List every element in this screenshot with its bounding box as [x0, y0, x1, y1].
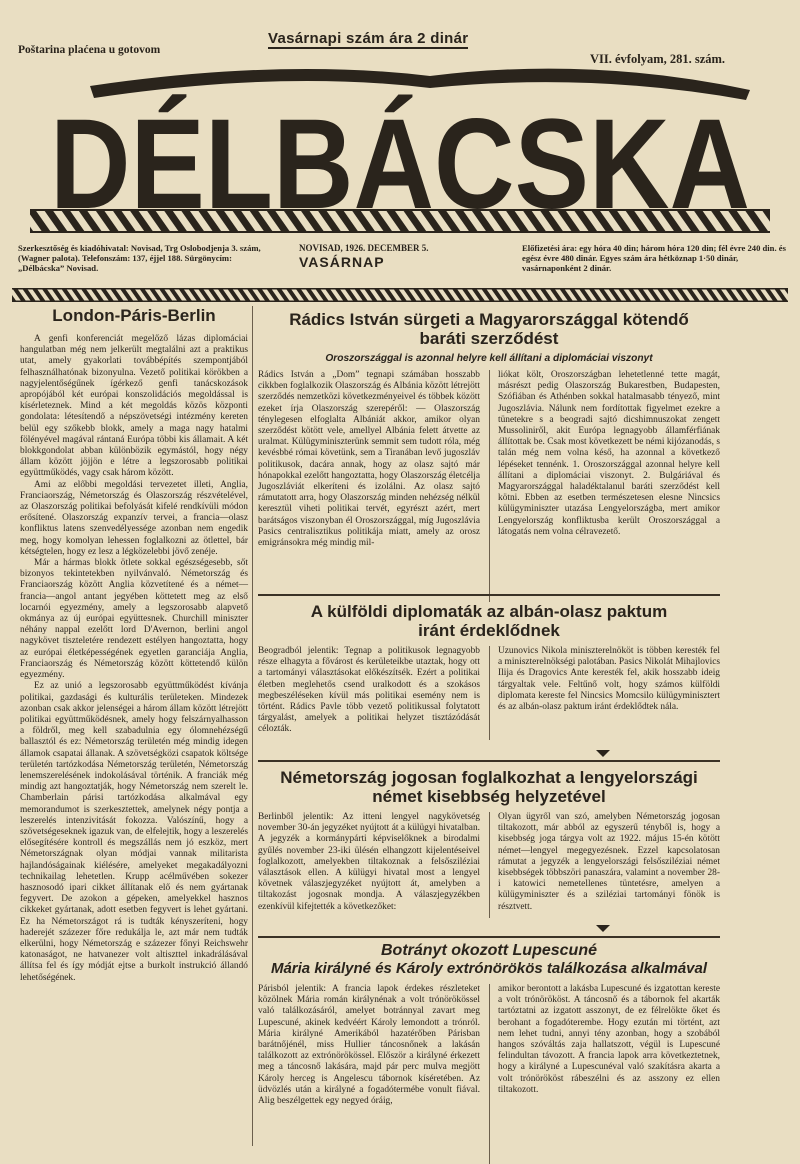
article-germany	[258, 768, 720, 918]
column-divider	[489, 984, 490, 1164]
section-rule	[258, 594, 720, 596]
section-end-arrow-icon	[596, 925, 610, 932]
article-lupescu-subtitle: Mária királyné és Károly extrónörökös találkozása alkalmával	[270, 960, 708, 977]
left-article-title: London-Páris-Berlin	[52, 306, 216, 325]
article-lupescu-col2: amikor berontott a lakásba Lupescuné és izgatottan kereste a volt trónörököst. A táncosnő és a tábornok fel akarták tartóztatni az izgatott asszonyt, de ez félrelökte őket és berohant a fogadóterembe. Hogy ezután mi történt, azt nem lehet tudni, annyi tény azonban, hogy a szobából hangos szóváltás zaja hallatszott, végül is Lupescuné felindultan távozott. A francia lapok arra következtetnek, hogy a királyné a Lupescunéval való szakításra akarta a volt trónörököst rábeszélni és az asszony ez ellen tiltakozott.	[498, 984, 720, 1095]
article-diplomats-col2: Uzunovics Nikola miniszterelnököt is többen keresték fel a miniszterelnökségi palotában. Pasics Nikolát Mihajlovics Ilija és Dragovics Ante keresték fel, akik hosszabb ideig tárgyaltak vele. Feltűnő volt, hogy számos külföldi diplomata kereste fel Nincsics Momcsilo külügyminisztert és az albán-olasz paktum iránt érdeklődtek nála.	[498, 646, 720, 713]
article-lupescu-title: Botrányt okozott Lupescuné	[380, 942, 597, 959]
article-diplomats-title: A külföldi diplomaták az albán-olasz paktum iránt érdeklődnek	[310, 602, 668, 640]
left-article-paragraph: Ami az előbbi megoldási tervezetet illeti, Anglia, Franciaország, Németország és Olaszország részvételével, az Olaszország politikai befolyását kifelé rendkívüli módon erősítené. Olaszország expanzív tervei, a francia—olasz konfliktus latens szenvedélyessége azonban nem engedik meg, hogy komolyan lehessen foglalkozni az ötlettel, bár kétségtelen, hogy ez lesz a légközelebbi jövő zenéje.	[20, 479, 248, 557]
left-article-paragraph: A genfi konferenciát megelőző lázas diplomáciai hangulatban még nem jelkerült megtalálni azt a praktikus utat, amely gyakorlati továbbépítés szempontjából felhasználhatónak bizonyulna. Vezető politikai körökben a nagyjelentőségűnek ígérkező genfi tanácskozások apropójából két európai konszolidációs megoldással is kísérleteznek. Mind a két megoldás közös központi gondolata: létesítendő a népszövetségi intézmény kereten belül egy szőkebb blokk, amely a maga nagy hatalmi fölényével magával rántaná Európa többi kis államait. A két blokkgondolat abban különbözik egymástól, hogy négy állam között jöjjön e létre a legszorosabb politikai együttműködés, vagy csak három között.	[20, 334, 248, 479]
office-info: Szerkesztőség és kiadóhivatal: Novisad, Trg Oslobodjenja 3. szám, (Wagner palota). Telefonszám: 137, éjjel 188. Sürgönycím: „Délbácska” Novisad.	[18, 243, 261, 273]
article-radics-col2: liókat költ, Oroszországban lehetetlenné tette magát, másrészt pedig Olaszország Bukarestben, Budapesten, Szófiában és Athénben sokkal hatalmasabb tényező, mint Jugoszlávia. Nálunk nem fordítottak figyelmet ezekre a tünetekre s a beogradi sajtó dicshimnuszokat zengett Mussoliniről, akit Európa legnagyobb államférfiának állítottak be. Csak most következett be némi kijózanodás, s talán még nem volna késő, ha azonnal a következő lépéseket tennénk. 1. Oroszországgal azonnal helyre kell állítani a diplomáciai viszonyt. 2. Bulgáriával és Magyarországgal haladéktalanul baráti szerződést kell kötni. Ebben az esetben természetesen elesne Nincsics külügyminiszter utazása Lengyelországba, mert amikor Lengyelország konfliktusba került Oroszországgal a látogatás nem volna célravezető.	[498, 370, 720, 537]
issue-date: NOVISAD, 1926. DECEMBER 5.	[299, 243, 429, 253]
postal-note: Poštarina plaćena u gotovom	[18, 44, 161, 56]
masthead-text: DÉLBÁCSKA	[50, 93, 750, 236]
left-article-paragraph: Már a hármas blokk ötlete sokkal egészségesebb, sőt bizonyos tekintetekben nyilvánvaló. Németország és Franciaország között Anglia közvetítené és a német—francia—angol antant jegyében köttetett meg az első locarnói egyezmény, amely a legszorosabb alapvető okmánya az új európai együttesnek. Churchill miniszter néhány nappal ezelőtt lord D'Avernon, berlini angol nagykövet tiszteletére rendezett estélyen hangoztatta, hogy az európai életképességének egyetlen garanciája Anglia, Franciaország és Németország között köttetendő külön egyezmény.	[20, 558, 248, 681]
edition-number: VII. évfolyam, 281. szám.	[590, 52, 726, 66]
article-radics-col1: Rádics István a „Dom” tegnapi számában hosszabb cikkben foglalkozik Olaszország és Albánia között létrejött szerződés nemzetközi következményeivel és többek között ezeket írja Olaszország szerepéről: — Olaszország ténylegesen elfoglalta Albániát akkor, amikor olyan szerződést kötött vele, amellyel Albánia felett átvette az uralmat. Külügyminiszterünk semmit sem tudott róla, még kevésbbé római követünk, sem a Tiranában levő jugoszláv politikusok, dacára annak, hogy az olasz sajtó már hónapokkal ezelőtt hangoztatta, hogy Olaszország életcélja Jugoszláviát elkeríteni és izolálni. Az olasz sajtó rámutatott arra, hogy Olaszország minden nehézség nélkül keresztül viheti politikai tervét, egyrészt azért, mert barátságos viszonyban él Oroszországgal, míg Jugoszlávia Pasics centralisztikus politikája miatt, amely az orosz emigránsokra még mindig mil-	[258, 370, 480, 549]
article-radics	[258, 310, 720, 602]
issue-day: VASÁRNAP	[299, 254, 385, 270]
column-divider	[489, 646, 490, 740]
article-germany-col1: Berlinből jelentik: Az itteni lengyel nagykövetség november 30-án jegyzéket nyújtott át a külügyi hivatalban. A jegyzék a kormánypárti képviselőknek a birodalmi gyűlés november 23-iki ülésén elhangzott kijelentéseivel foglalkozott, amelyekben tiltakoznak a felsősziléziai választások ellen. A külügyi hivatal most a lengyel követnek válaszjegyzéket nyújtott át, amelyben a tiltakozást jogosnak mondja. A válaszjegyzékben ezenkívül kifejtették a következőket:	[258, 812, 480, 912]
article-diplomats	[258, 602, 720, 740]
article-germany-title: Németország jogosan foglalkozhat a lengyelországi német kisebbség helyzetével	[280, 768, 698, 806]
section-rule	[258, 936, 720, 938]
subscription-info: Előfizetési ára: egy hóra 40 din; három hóra 120 din; fél évre 240 din. és egész évre 480 dinár. Egyes szám ára hétköznap 1·50 dinár, vasárnaponként 2 dinár.	[522, 243, 786, 273]
top-row	[0, 30, 800, 70]
section-rule	[258, 760, 720, 762]
article-radics-subtitle: Oroszországgal is azonnal helyre kell állítani a diplomáciai viszonyt	[325, 353, 653, 364]
article-germany-col2: Olyan ügyről van szó, amelyben Németország jogosan tiltakozott, már abból az egyszerű tényből is, hogy a kisebbség joga tárgya volt az 1922. május 15-én kötött német—lengyel megegyezésnek. Ezzel kapcsolatosan rámutat a jegyzék a lengyelországi felsősziléziai német kisebbségek többszöri panaszára, valamint a november 28-i katowici nemetellenes tüntetésre, amelyen a külügyminiszter és a sziléziai tartományi fönök is résztvett.	[498, 812, 720, 912]
header-divider-band	[12, 288, 788, 302]
masthead-logo	[30, 68, 770, 238]
left-article	[20, 306, 248, 1146]
left-article-paragraph: Ez az unió a legszorosabb együttműködést kívánja politikai, gazdasági és kulturális területeken. Mindezek azonban csak akkor jelenségei a három állam között létrejött politikai együttműködésnek, amely hogy felszárnyalhasson a földről, meg kell szabadulnia egy ólomnehézségű ballasztól és ez: Németország területén még mindig idegen államok csapatai állanak. A szövetségközi csapatok költsége területén tartózkodása Németország területén, Németország lenemszerelésének indokolásával történik. A franciák még mindig azt hangoztatják, hogy Németország nem szerelt le. Chamberlain párisi tartózkodása alkalmával egy memorandumot is szerkesztettek, amelynek négy pontja a leszerelés intenzivitását fokozza. Valószínű, hogy a szövetségeseknek igazuk van, de elfelejtik, hogy a leszerelés elősegítésére kontroll és megszállás nem jó eszköz, mert Németországnak olyan módjai vannak militarista hajlandóságainak kiélésére, amelyeket megakadályozni technikailag lehetetlen. Krupp acélművében sokezer hasznosodó ipari cikket állítanak elő és nem gyártanak fegyvert. De azokon a gépeken, amelyekkel hasznos cikkeket gyártanak, adott esetben fegyvert is lehet gyártani. Ez ha Németországot rá is tudták kényszeríteni, hogy haderejét százezer főre redukálja le, azt már nem tudták elkerülni, hogy Németország e százezer főnyi Reichswehr katonaságot, ne hatvanezer volt altiszttel inkadrálásával állítsa fel és így módját ejtse a burkolt instrukció állandó lehetőségének.	[20, 681, 248, 983]
issue-date-block	[299, 243, 489, 270]
article-radics-title: Rádics István sürgeti a Magyarországgal kötendő baráti szerződést	[289, 310, 689, 348]
column-divider	[252, 306, 253, 1146]
column-divider	[489, 812, 490, 918]
section-end-arrow-icon	[596, 750, 610, 757]
article-lupescu	[258, 942, 720, 1164]
price-note: Vasárnapi szám ára 2 dinár	[268, 30, 469, 47]
column-divider	[489, 370, 490, 602]
article-diplomats-col1: Beogradból jelentik: Tegnap a politikusok legnagyobb része elhagyta a fővárost és kerületeikbe utaztak, hogy ott a tartományi választásokat előkészítsék. Ezért a politikai életben meglehetős csend uralkodott és a szokásos megbeszéléseken kívül más politikai esemény nem is történt. Rádics Pavle több vezető politikussal folytatott tárgyalást, amelyek a politikai helyzet tisztázódását célozták.	[258, 646, 480, 735]
article-lupescu-col1: Párisból jelentik: A francia lapok érdekes részleteket közölnek Mária román királynénak a volt trónörökössel való találkozásáról, amelyet botránnyal zavart meg Lupescuné, akinek kedvéért Károly lemondott a trónról. Mária királyné Amerikából hazatérőben Párisban barátnőjénél, miss Hullier táncosnőnek a lakásán találkozott az extrónörökössel. Először a királyné érkezett meg a táncosnő lakására, majd pár perc mulva megjött Károly herceg is Angelescu tábornok kíséretében. Az üdvözlés után a királyné a fogadótermébe vonult fiával. Alig beszélgettek egy negyed óráig,	[258, 984, 480, 1107]
info-row	[0, 243, 800, 288]
